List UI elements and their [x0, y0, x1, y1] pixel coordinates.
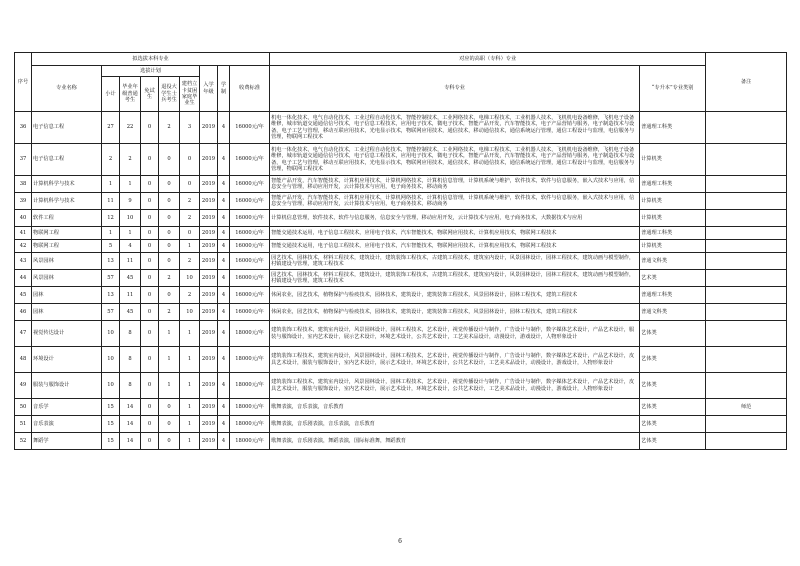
row-year: 2019: [200, 399, 218, 416]
row-veterans: 0: [159, 416, 180, 433]
row-exempt: 0: [141, 433, 159, 450]
row-major-name: 园林: [32, 287, 102, 304]
table-row: [15, 270, 787, 287]
row-exempt: 0: [141, 112, 159, 144]
row-category: 普通理工科类: [640, 227, 706, 240]
header-poverty: 建档立卡贫困家庭毕业生: [180, 77, 200, 112]
row-voc-majors: 智能产品开发，汽车智能技术，计算机应用技术，计算机网络技术，计算机信息管理，计算机系统与维护，软件技术，软件与信息服务，嵌入式技术与应用，信息安全与管理，移动应用开发，云计算技术与应用，电子商务技术，移动商务: [270, 193, 640, 210]
row-fee: 18000元/年: [230, 416, 270, 433]
table-row: [15, 304, 787, 321]
row-year: 2019: [200, 287, 218, 304]
row-duration: 4: [218, 176, 230, 193]
row-poverty: 3: [180, 112, 200, 144]
row-fee: 16000元/年: [230, 304, 270, 321]
row-major-name: 风景园林: [32, 270, 102, 287]
row-duration: 4: [218, 253, 230, 270]
row-fee: 16000元/年: [230, 193, 270, 210]
row-seq: 36: [15, 112, 32, 144]
row-graduates: 45: [120, 304, 141, 321]
table-row: [15, 253, 787, 270]
row-seq: 46: [15, 304, 32, 321]
table-row: [15, 176, 787, 193]
row-year: 2019: [200, 144, 218, 176]
row-category: 计算机类: [640, 210, 706, 227]
row-remark: [706, 433, 787, 450]
row-voc-majors: 歌舞表演，音乐剧表演，音乐表演，音乐教育: [270, 416, 640, 433]
row-voc-majors: 智能交通技术运用，电子信息工程技术，应用电子技术，汽车智能技术，物联网应用技术，计算机应用技术，物联网工程技术: [270, 227, 640, 240]
row-graduates: 10: [120, 210, 141, 227]
row-exempt: 0: [141, 321, 159, 347]
row-seq: 43: [15, 253, 32, 270]
row-remark: [706, 144, 787, 176]
row-remark: [706, 210, 787, 227]
row-veterans: 2: [159, 112, 180, 144]
row-year: 2019: [200, 347, 218, 373]
row-fee: 16000元/年: [230, 176, 270, 193]
enrollment-plan-table: [14, 52, 787, 450]
row-category: 计算机类: [640, 144, 706, 176]
row-duration: 4: [218, 227, 230, 240]
table-row: [15, 321, 787, 347]
header-duration: 学制: [218, 66, 230, 112]
row-category: 普通文科类: [640, 253, 706, 270]
row-poverty: 2: [180, 287, 200, 304]
row-duration: 4: [218, 270, 230, 287]
row-voc-majors: 建筑装饰工程技术，建筑室内设计，风景园林设计，园林工程技术，艺术设计，视觉传播设计与制作，广告设计与制作，数字媒体艺术设计，产品艺术设计，服装与服饰设计，室内艺术设计，展示艺术设计，环境艺术设计，公共艺术设计，工艺美术品设计，动漫设计，游戏设计，人物形象设计: [270, 321, 640, 347]
header-category: “专升本”专业类别: [640, 66, 706, 112]
row-graduates: 14: [120, 399, 141, 416]
row-duration: 4: [218, 240, 230, 253]
row-category: 普通理工科类: [640, 176, 706, 193]
row-graduates: 14: [120, 416, 141, 433]
row-graduates: 11: [120, 287, 141, 304]
row-exempt: 0: [141, 416, 159, 433]
row-fee: 16000元/年: [230, 287, 270, 304]
row-duration: 4: [218, 210, 230, 227]
row-year: 2019: [200, 240, 218, 253]
row-voc-majors: 歌舞表演，音乐剧表演，舞蹈表演，国际标准舞，舞蹈教育: [270, 433, 640, 450]
row-veterans: 1: [159, 321, 180, 347]
row-exempt: 0: [141, 304, 159, 321]
row-year: 2019: [200, 193, 218, 210]
row-graduates: 1: [120, 227, 141, 240]
row-veterans: 0: [159, 433, 180, 450]
row-graduates: 8: [120, 347, 141, 373]
row-seq: 40: [15, 210, 32, 227]
row-voc-majors: 智能交通技术运用，电子信息工程技术，应用电子技术，汽车智能技术，物联网应用技术，计算机应用技术，物联网工程技术: [270, 240, 640, 253]
row-veterans: 0: [159, 193, 180, 210]
table-row: [15, 373, 787, 399]
page-number: 6: [398, 538, 402, 545]
row-remark: [706, 112, 787, 144]
row-remark: [706, 270, 787, 287]
table-row: [15, 240, 787, 253]
row-seq: 42: [15, 240, 32, 253]
table-row: [15, 416, 787, 433]
row-voc-majors: 休闲农业，园艺技术，植物保护与检疫技术，园林技术，建筑设计，建筑装饰工程技术，风景园林设计，园林工程技术，建筑工程技术: [270, 304, 640, 321]
row-duration: 4: [218, 321, 230, 347]
row-exempt: 0: [141, 253, 159, 270]
row-graduates: 14: [120, 433, 141, 450]
row-year: 2019: [200, 304, 218, 321]
row-remark: [706, 176, 787, 193]
table-body: [15, 112, 787, 450]
row-major-name: 服装与服饰设计: [32, 373, 102, 399]
row-seq: 52: [15, 433, 32, 450]
row-fee: 18000元/年: [230, 373, 270, 399]
row-graduates: 45: [120, 270, 141, 287]
row-major-name: 计算机科学与技术: [32, 176, 102, 193]
row-poverty: 2: [180, 193, 200, 210]
row-category: 艺体类: [640, 416, 706, 433]
row-duration: 4: [218, 416, 230, 433]
row-veterans: 0: [159, 210, 180, 227]
row-category: 艺体类: [640, 373, 706, 399]
row-remark: 师范: [706, 399, 787, 416]
row-veterans: 0: [159, 240, 180, 253]
row-veterans: 2: [159, 304, 180, 321]
row-exempt: 0: [141, 210, 159, 227]
row-subtotal: 15: [102, 399, 120, 416]
row-major-name: 音乐学: [32, 399, 102, 416]
row-remark: [706, 193, 787, 210]
header-subtotal: 小计: [102, 77, 120, 112]
row-subtotal: 13: [102, 287, 120, 304]
row-seq: 51: [15, 416, 32, 433]
row-year: 2019: [200, 176, 218, 193]
row-poverty: 2: [180, 210, 200, 227]
row-fee: 16000元/年: [230, 227, 270, 240]
row-duration: 4: [218, 304, 230, 321]
row-voc-majors: 计算机信息管理，软件技术，软件与信息服务，信息安全与管理，移动应用开发，云计算技术与应用，电子商务技术，大数据技术与应用: [270, 210, 640, 227]
row-voc-majors: 园艺技术，园林技术，材料工程技术，建筑设计，建筑装饰工程技术，古建筑工程技术，建筑室内设计，风景园林设计，园林工程技术，建筑动画与模型制作，村镇建设与管理，建筑工程技术: [270, 253, 640, 270]
row-voc-majors: 园艺技术，园林技术，材料工程技术，建筑设计，建筑装饰工程技术，古建筑工程技术，建筑室内设计，风景园林设计，园林工程技术，建筑动画与模型制作，村镇建设与管理，建筑工程技术: [270, 270, 640, 287]
row-fee: 16000元/年: [230, 144, 270, 176]
row-major-name: 物联网工程: [32, 240, 102, 253]
row-major-name: 电子信息工程: [32, 112, 102, 144]
row-year: 2019: [200, 373, 218, 399]
row-fee: 16000元/年: [230, 240, 270, 253]
row-fee: 18000元/年: [230, 433, 270, 450]
row-seq: 41: [15, 227, 32, 240]
row-subtotal: 27: [102, 112, 120, 144]
row-exempt: 0: [141, 227, 159, 240]
row-duration: 4: [218, 373, 230, 399]
row-subtotal: 1: [102, 227, 120, 240]
row-major-name: 计算机科学与技术: [32, 193, 102, 210]
row-remark: [706, 227, 787, 240]
header-fee: 收费标准: [230, 66, 270, 112]
row-major-name: 风景园林: [32, 253, 102, 270]
row-voc-majors: 智能产品开发，汽车智能技术，计算机应用技术，计算机网络技术，计算机信息管理，计算机系统与维护，软件技术，软件与信息服务，嵌入式技术与应用，信息安全与管理，移动应用开发，云计算技术与应用，电子商务技术，移动商务: [270, 176, 640, 193]
row-veterans: 0: [159, 144, 180, 176]
row-seq: 44: [15, 270, 32, 287]
row-remark: [706, 321, 787, 347]
row-exempt: 0: [141, 240, 159, 253]
row-major-name: 视觉传达设计: [32, 321, 102, 347]
row-poverty: 1: [180, 240, 200, 253]
row-voc-majors: 建筑装饰工程技术，建筑室内设计，风景园林设计，园林工程技术，艺术设计，视觉传播设计与制作，广告设计与制作，数字媒体艺术设计，产品艺术设计，皮具艺术设计，服装与服饰设计，室内艺术设计，展示艺术设计，环境艺术设计，公共艺术设计，工艺美术品设计，动漫设计，游戏设计，人物形象设计: [270, 373, 640, 399]
row-veterans: 0: [159, 287, 180, 304]
row-subtotal: 15: [102, 416, 120, 433]
row-remark: [706, 347, 787, 373]
row-fee: 16000元/年: [230, 210, 270, 227]
row-exempt: 0: [141, 399, 159, 416]
row-voc-majors: 建筑装饰工程技术，建筑室内设计，风景园林设计，园林工程技术，艺术设计，视觉传播设计与制作，广告设计与制作，数字媒体艺术设计，产品艺术设计，皮具艺术设计，服装与服饰设计，室内艺术设计，展示艺术设计，环境艺术设计，公共艺术设计，工艺美术品设计，动漫设计，游戏设计，人物形象设计: [270, 347, 640, 373]
row-subtotal: 13: [102, 253, 120, 270]
row-seq: 50: [15, 399, 32, 416]
header-graduates: 毕业年级普通考生: [120, 77, 141, 112]
row-year: 2019: [200, 227, 218, 240]
row-veterans: 1: [159, 347, 180, 373]
row-category: 普通理工科类: [640, 287, 706, 304]
row-voc-majors: 休闲农业，园艺技术，植物保护与检疫技术，园林技术，建筑设计，建筑装饰工程技术，风景园林设计，园林工程技术，建筑工程技术: [270, 287, 640, 304]
row-year: 2019: [200, 433, 218, 450]
row-veterans: 0: [159, 253, 180, 270]
row-seq: 48: [15, 347, 32, 373]
row-voc-majors: 歌舞表演，音乐表演，音乐教育: [270, 399, 640, 416]
row-veterans: 1: [159, 373, 180, 399]
row-subtotal: 11: [102, 193, 120, 210]
row-veterans: 2: [159, 270, 180, 287]
row-seq: 39: [15, 193, 32, 210]
row-remark: [706, 373, 787, 399]
table-row: [15, 193, 787, 210]
row-exempt: 0: [141, 347, 159, 373]
row-poverty: 10: [180, 304, 200, 321]
header-major-name: 专业名称: [32, 66, 102, 112]
row-category: 计算机类: [640, 240, 706, 253]
row-duration: 4: [218, 112, 230, 144]
row-remark: [706, 304, 787, 321]
table-row: [15, 227, 787, 240]
header-exempt: 免试生: [141, 77, 159, 112]
row-year: 2019: [200, 416, 218, 433]
row-major-name: 环境设计: [32, 347, 102, 373]
row-category: 艺体类: [640, 347, 706, 373]
row-voc-majors: 机电一体化技术，电气自动化技术，工业过程自动化技术，智能控制技术，工业网络技术，电梯工程技术，工业机器人技术，飞机机电设备维修，飞机电子设备维修，城市轨道交通通信信号技术，电子信息工程技术，应用电子技术，微电子技术，智能产品开发，汽车智能技术，电子产品营销与服务，电子制造技术与设备，电子工艺与管理，移动互联应用技术，光电显示技术，物联网应用技术，通信技术，移动通信技术，通信系统运行管理，通信工程设计与监理，电信服务与管理，物联网工程技术: [270, 112, 640, 144]
row-remark: [706, 240, 787, 253]
row-exempt: 0: [141, 287, 159, 304]
row-category: 艺体类: [640, 399, 706, 416]
table-row: [15, 112, 787, 144]
row-graduates: 8: [120, 321, 141, 347]
row-seq: 37: [15, 144, 32, 176]
row-fee: 16000元/年: [230, 112, 270, 144]
row-subtotal: 5: [102, 240, 120, 253]
row-poverty: 10: [180, 270, 200, 287]
row-seq: 49: [15, 373, 32, 399]
table-row: [15, 433, 787, 450]
row-fee: 16000元/年: [230, 270, 270, 287]
row-graduates: 9: [120, 193, 141, 210]
header-undergrad-group: 拟选拔本科专业: [32, 53, 270, 66]
row-duration: 4: [218, 193, 230, 210]
row-major-name: 物联网工程: [32, 227, 102, 240]
row-category: 普通文科类: [640, 304, 706, 321]
header-seq: 序号: [15, 53, 32, 112]
table-row: [15, 347, 787, 373]
row-exempt: 0: [141, 144, 159, 176]
table-row: [15, 287, 787, 304]
row-subtotal: 10: [102, 321, 120, 347]
row-graduates: 4: [120, 240, 141, 253]
row-category: 艺术类: [640, 270, 706, 287]
row-remark: [706, 287, 787, 304]
row-category: 艺体类: [640, 321, 706, 347]
row-graduates: 1: [120, 176, 141, 193]
row-duration: 4: [218, 347, 230, 373]
row-poverty: 0: [180, 227, 200, 240]
row-major-name: 软件工程: [32, 210, 102, 227]
row-subtotal: 57: [102, 304, 120, 321]
header-plan-group: 选拔计划: [102, 66, 200, 77]
row-fee: 18000元/年: [230, 347, 270, 373]
row-category: 艺体类: [640, 433, 706, 450]
row-veterans: 0: [159, 227, 180, 240]
row-year: 2019: [200, 270, 218, 287]
row-year: 2019: [200, 210, 218, 227]
row-category: 计算机类: [640, 193, 706, 210]
row-fee: 18000元/年: [230, 399, 270, 416]
row-major-name: 电子信息工程: [32, 144, 102, 176]
row-fee: 18000元/年: [230, 321, 270, 347]
row-subtotal: 1: [102, 176, 120, 193]
row-duration: 4: [218, 433, 230, 450]
row-duration: 4: [218, 287, 230, 304]
row-exempt: 0: [141, 176, 159, 193]
row-graduates: 22: [120, 112, 141, 144]
row-exempt: 0: [141, 270, 159, 287]
row-exempt: 0: [141, 373, 159, 399]
row-poverty: 0: [180, 176, 200, 193]
table-row: [15, 399, 787, 416]
row-subtotal: 15: [102, 433, 120, 450]
row-veterans: 0: [159, 176, 180, 193]
row-seq: 45: [15, 287, 32, 304]
row-major-name: 舞蹈学: [32, 433, 102, 450]
row-year: 2019: [200, 112, 218, 144]
header-voc-majors: 专科专业: [270, 66, 640, 112]
row-seq: 47: [15, 321, 32, 347]
row-subtotal: 57: [102, 270, 120, 287]
header-vocational-group: 对应的高职（专科）专业: [270, 53, 706, 66]
row-veterans: 0: [159, 399, 180, 416]
row-subtotal: 10: [102, 373, 120, 399]
row-poverty: 2: [180, 253, 200, 270]
row-major-name: 音乐表演: [32, 416, 102, 433]
row-subtotal: 2: [102, 144, 120, 176]
row-poverty: 1: [180, 416, 200, 433]
row-year: 2019: [200, 321, 218, 347]
row-remark: [706, 416, 787, 433]
table-row: [15, 210, 787, 227]
row-duration: 4: [218, 144, 230, 176]
row-poverty: 1: [180, 373, 200, 399]
row-category: 普通理工科类: [640, 112, 706, 144]
row-graduates: 11: [120, 253, 141, 270]
row-graduates: 8: [120, 373, 141, 399]
row-voc-majors: 机电一体化技术，电气自动化技术，工业过程自动化技术，智能控制技术，工业网络技术，电梯工程技术，工业机器人技术，飞机机电设备维修，飞机电子设备维修，城市轨道交通通信信号技术，电子信息工程技术，应用电子技术，微电子技术，智能产品开发，汽车智能技术，电子产品营销与服务，电子制造技术与设备，电子工艺与管理，移动互联应用技术，光电显示技术，物联网应用技术，通信技术，移动通信技术，通信系统运行管理，通信工程设计与监理，电信服务与管理，物联网工程技术: [270, 144, 640, 176]
row-major-name: 园林: [32, 304, 102, 321]
table-row: [15, 144, 787, 176]
row-graduates: 2: [120, 144, 141, 176]
row-poverty: 1: [180, 347, 200, 373]
row-poverty: 0: [180, 144, 200, 176]
row-year: 2019: [200, 253, 218, 270]
row-duration: 4: [218, 399, 230, 416]
row-poverty: 1: [180, 399, 200, 416]
row-poverty: 1: [180, 321, 200, 347]
header-year: 入学年级: [200, 66, 218, 112]
row-exempt: 0: [141, 193, 159, 210]
row-seq: 38: [15, 176, 32, 193]
header-remark: 备注: [706, 53, 787, 112]
row-remark: [706, 253, 787, 270]
row-poverty: 1: [180, 433, 200, 450]
row-subtotal: 10: [102, 347, 120, 373]
row-fee: 16000元/年: [230, 253, 270, 270]
row-subtotal: 12: [102, 210, 120, 227]
header-veterans: 退役大学生士兵考生: [159, 77, 180, 112]
